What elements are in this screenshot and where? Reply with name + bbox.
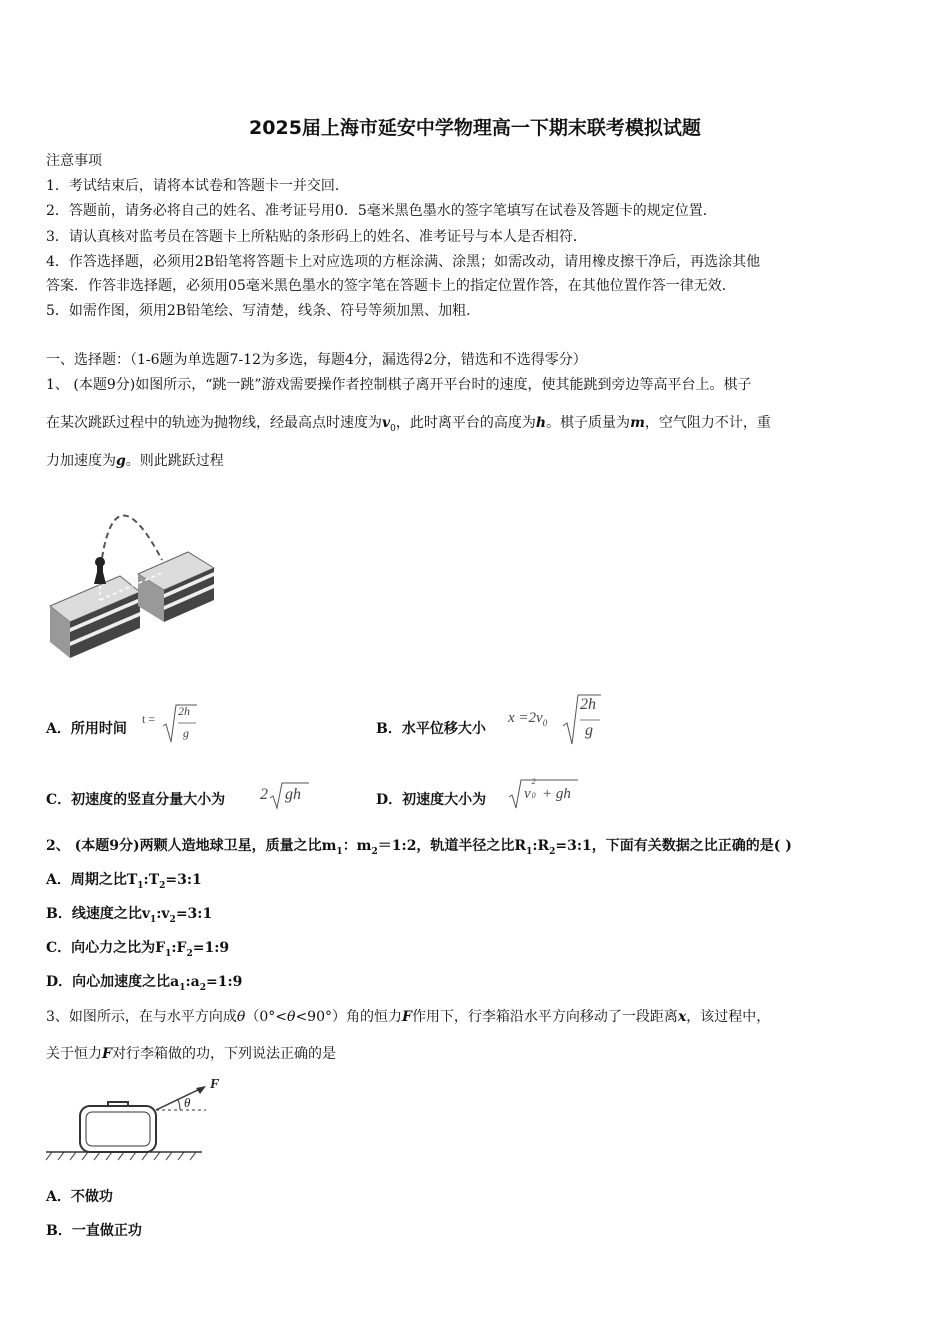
q1-option-c[interactable]: C．初速度的竖直分量大小为 [46, 792, 226, 808]
q3-option-a[interactable]: A．不做功 [46, 1189, 113, 1205]
notice-item: 2．答题前，请务必将自己的姓名、准考证号用0．5毫米黑色墨水的签字笔填写在试卷及答题卡的规定位置． [46, 203, 717, 219]
luggage-force-figure [46, 1072, 220, 1164]
q2-option-c[interactable]: C．向心力之比为$F_1:F_2=1:9$ [46, 940, 230, 959]
notice-item: 5．如需作图，须用2B铅笔绘、写清楚，线条、符号等须加黑、加粗． [46, 303, 481, 319]
q1-option-d[interactable]: D．初速度大小为 [376, 792, 487, 808]
notice-item: 1．考试结束后，请将本试卷和答题卡一并交回． [46, 178, 349, 194]
jump-game-figure [44, 488, 224, 668]
theta-label: θ [184, 1095, 191, 1110]
q3-stem-line2: 关于恒力F对行李箱做的功，下列说法正确的是 [46, 1046, 336, 1062]
section-heading: 一、选择题：（1-6题为单选题7-12为多选，每题4分，漏选得2分，错选和不选得零分） [46, 352, 587, 368]
notice-item: 4．作答选择题，必须用2B铅笔将答题卡上对应选项的方框涂满、涂黑；如需改动，请用橡皮擦干净后，再选涂其他 [46, 254, 761, 270]
q3-stem-line1: 3、如图所示，在与水平方向成θ（0°<θ<90°）角的恒力F作用下，行李箱沿水平方向移动了一段距离x，该过程中， [46, 1009, 771, 1025]
notice-item: 3．请认真核对监考员在答题卡上所粘贴的条形码上的姓名、准考证号与本人是否相符． [46, 229, 587, 245]
q2-option-b[interactable]: B．线速度之比$v_1:v_2=3:1$ [46, 906, 213, 925]
q3-option-b[interactable]: B．一直做正功 [46, 1223, 142, 1239]
force-label: F [210, 1077, 220, 1092]
page-title: 2025届上海市延安中学物理高一下期末联考模拟试题 [249, 117, 701, 139]
q1-option-b[interactable]: B．水平位移大小 [376, 721, 486, 737]
notice-item: 答案．作答非选择题，必须用05毫米黑色墨水的签字笔在答题卡上的指定位置作答，在其他位置作答一律无效． [46, 278, 736, 294]
q2-stem: 2、 (本题9分)两颗人造地球卫星，质量之比$m_1$：$m_2=1:2$，轨道半径之比$R_1:R_2=3:1$，下面有关数据之比正确的是( ) [46, 838, 792, 857]
notice-heading: 注意事项 [46, 153, 102, 169]
q1-stem-line3: 力加速度为g。则此跳跃过程 [46, 453, 224, 469]
q1-stem-line1: 1、 (本题9分)如图所示，“跳一跳”游戏需要操作者控制棋子离开平台时的速度，使其能跳到旁边等高平台上。棋子 [46, 377, 752, 393]
q1-option-a[interactable]: A．所用时间 [46, 721, 127, 737]
q2-option-d[interactable]: D．向心加速度之比$a_1:a_2=1:9$ [46, 974, 243, 993]
q1-stem-line2: 在某次跳跃过程中的轨迹为抛物线，经最高点时速度为$v_0$，此时离平台的高度为h。棋子质量为m，空气阻力不计，重 [46, 415, 771, 434]
q2-option-a[interactable]: A．周期之比$T_1:T_2=3:1$ [46, 872, 202, 891]
